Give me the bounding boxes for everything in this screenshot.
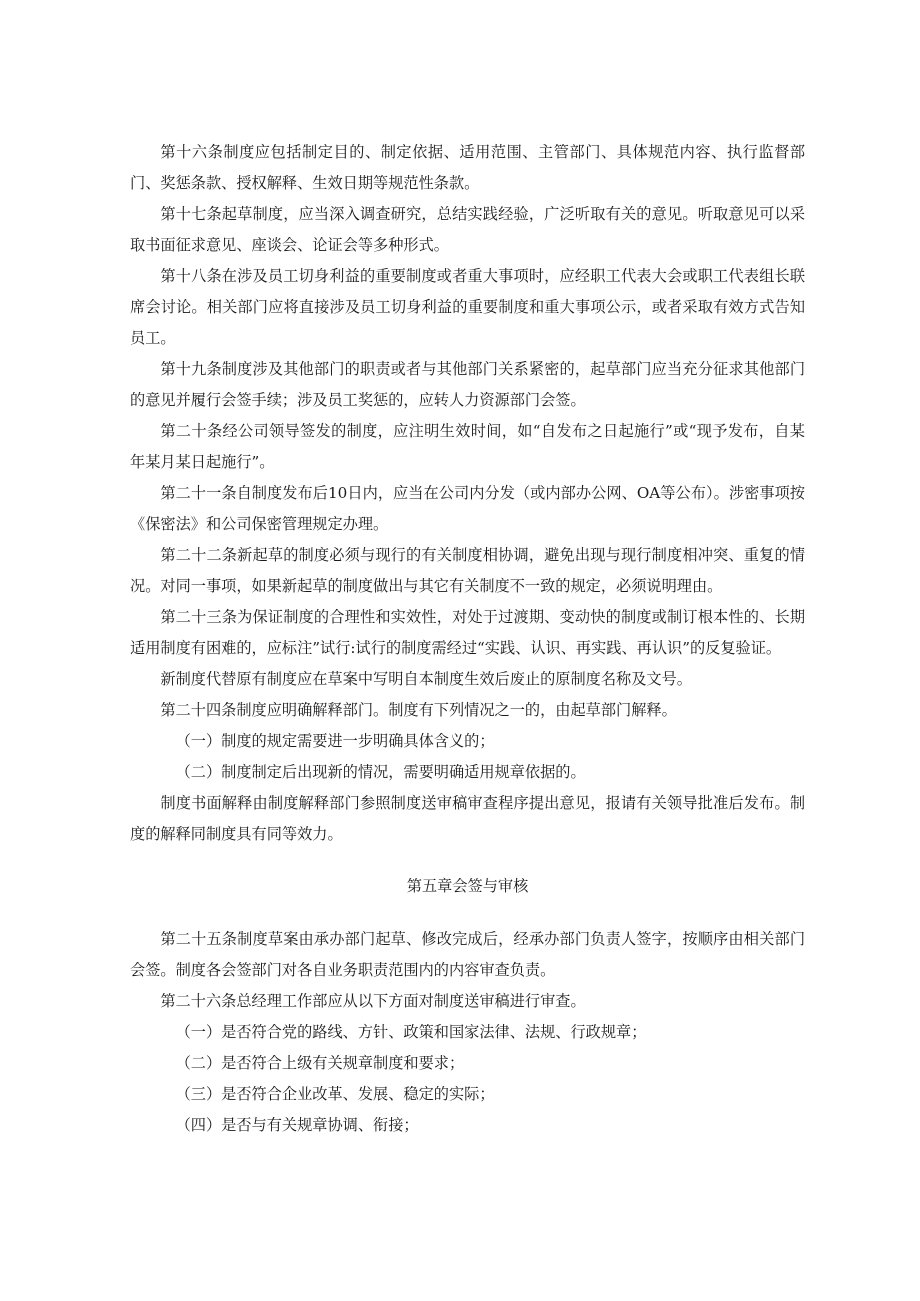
- article-26-item-1: （一）是否符合党的路线、方针、政策和国家法律、法规、行政规章；: [175, 1023, 647, 1041]
- article-26-item-2: （二）是否符合上级有关规章制度和要求；: [175, 1054, 465, 1072]
- article-26-item-4: （四）是否与有关规章协调、衔接；: [175, 1116, 419, 1134]
- article-24: 第二十四条制度应明确解释部门。制度有下列情况之一的，由起草部门解释。: [160, 701, 677, 719]
- article-21: 第二十一条自制度发布后10日内，应当在公司内分发（或内部办公网、OA等公布）。涉密事项按《保密法》和公司保密管理规定办理。: [130, 484, 805, 533]
- article-22: 第二十二条新起草的制度必须与现行的有关制度相协调，避免出现与现行制度相冲突、重复的情况。对同一事项，如果新起草的制度做出与其它有关制度不一致的规定，必须说明理由。: [130, 546, 805, 595]
- article-26-item-3: （三）是否符合企业改革、发展、稳定的实际；: [175, 1085, 495, 1103]
- article-17: 第十七条起草制度，应当深入调查研究，总结实践经验，广泛听取有关的意见。听取意见可以采取书面征求意见、座谈会、论证会等多种形式。: [130, 205, 805, 254]
- interpretation-note: 制度书面解释由制度解释部门参照制度送审稿审查程序提出意见，报请有关领导批准后发布。制度的解释同制度具有同等效力。: [130, 794, 805, 843]
- article-20: 第二十条经公司领导签发的制度，应注明生效时间，如“自发布之日起施行”或“现予发布，自某年某月某日起施行”。: [130, 422, 805, 471]
- article-25: 第二十五条制度草案由承办部门起草、修改完成后，经承办部门负责人签字，按顺序由相关部门会签。制度各会签部门对各自业务职责范围内的内容审查负责。: [130, 930, 805, 979]
- article-26: 第二十六条总经理工作部应从以下方面对制度送审稿进行审查。: [160, 992, 586, 1010]
- replacement-note: 新制度代替原有制度应在草案中写明自本制度生效后废止的原制度名称及文号。: [160, 670, 692, 688]
- article-23: 第二十三条为保证制度的合理性和实效性，对处于过渡期、变动快的制度或制订根本性的、长期适用制度有困难的，应标注”试行:试行的制度需经过“实践、认识、再实践、再认识”的反复验证。: [130, 608, 805, 657]
- article-24-item-1: （一）制度的规定需要进一步明确具体含义的；: [175, 732, 495, 750]
- article-16: 第十六条制度应包括制定目的、制定依据、适用范围、主管部门、具体规范内容、执行监督部门、奖惩条款、授权解释、生效日期等规范性条款。: [130, 143, 805, 192]
- article-18: 第十八条在涉及员工切身利益的重要制度或者重大事项时，应经职工代表大会或职工代表组长联席会讨论。相关部门应将直接涉及员工切身利益的重要制度和重大事项公示，或者采取有效方式告知员工。: [130, 267, 805, 347]
- document-body: [130, 137, 805, 1141]
- chapter-5-heading: 第五章会签与审核: [406, 877, 529, 895]
- article-24-item-2: （二）制度制定后出现新的情况，需要明确适用规章依据的。: [175, 763, 586, 781]
- article-19: 第十九条制度涉及其他部门的职责或者与其他部门关系紧密的，起草部门应当充分征求其他部门的意见并履行会签手续；涉及员工奖惩的，应转人力资源部门会签。: [130, 360, 805, 409]
